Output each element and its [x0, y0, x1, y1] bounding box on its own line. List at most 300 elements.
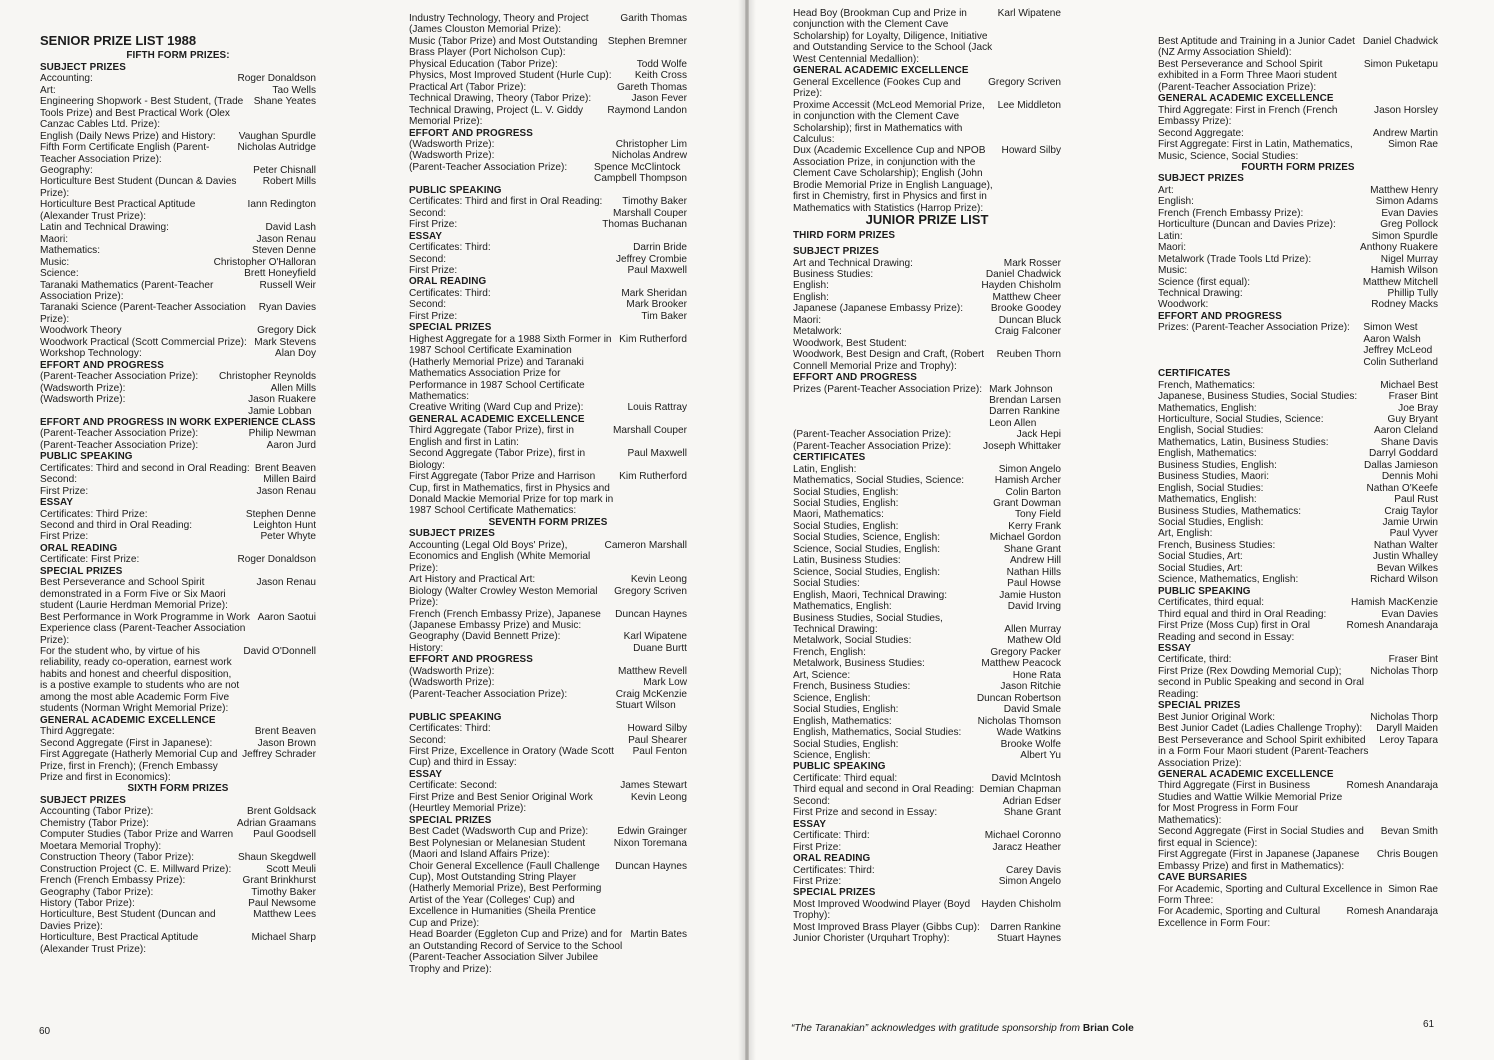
prize-label: English, Mathematics, Social Studies:	[793, 727, 962, 739]
prize-label: Art:	[40, 84, 56, 96]
prize-label: Workshop Technology:	[40, 348, 142, 360]
prize-entry	[793, 292, 1061, 303]
recipient-name: Shane Yeates	[253, 96, 316, 108]
prize-entry	[409, 780, 687, 791]
prize-entry	[793, 567, 1061, 578]
recipient-name: Hamish Archer	[994, 475, 1061, 487]
recipient-name: Michael Sharp	[251, 932, 316, 944]
prize-entry	[793, 716, 1061, 727]
recipient-name: Aaron Jurd	[266, 439, 316, 451]
prize-entry	[793, 681, 1061, 692]
prize-label: Most Improved Woodwind Player (Boyd Trophy):	[793, 898, 971, 922]
prize-entry	[1158, 425, 1438, 436]
recipient-name: Reuben Thorn	[996, 349, 1061, 361]
recipient-name: Allen Mills	[270, 382, 316, 394]
prize-entry	[40, 96, 316, 130]
recipient-name: Kevin Leong	[630, 574, 687, 586]
section-heading: SPECIAL PRIZES	[409, 814, 492, 826]
recipient-name: Shane Grant	[1003, 543, 1061, 555]
prize-label: English (Daily News Prize) and History:	[40, 130, 216, 142]
prize-label: (Parent-Teacher Association Prize):	[793, 429, 952, 441]
recipient-name: Darrin Bride	[633, 242, 687, 254]
recipient-name: David Lash	[265, 222, 316, 234]
prize-entry	[40, 428, 316, 439]
recipient-name: Daniel Chadwick	[1362, 36, 1438, 47]
prize-label: For Academic, Sporting and Cultural Excellence in Form Three:	[1158, 883, 1383, 906]
prize-label: (Wadsworth Prize):	[409, 150, 495, 162]
recipient-name: Grant Dowman	[993, 498, 1061, 510]
recipient-name: Ryan Davies	[258, 302, 316, 314]
recipient-name: Bevan Wilkes	[1376, 562, 1438, 574]
prize-label: Accounting:	[40, 73, 93, 85]
prize-label: English:	[793, 291, 829, 303]
recipient-name: Joe Bray	[1398, 402, 1438, 414]
prize-entry	[793, 933, 1061, 944]
prize-label: Art:	[1158, 184, 1174, 196]
prize-label: Second Aggregate (First in Social Studies and first equal in Science):	[1158, 826, 1364, 849]
prize-entry	[793, 475, 1061, 486]
recipient-name: Nicholas Thorp	[1370, 711, 1438, 723]
prize-label: Third Aggregate:	[40, 726, 115, 738]
recipient-name: Marshall Couper	[612, 425, 687, 437]
prize-label: Metalwork (Trade Tools Ltd Prize):	[1158, 253, 1312, 265]
prize-entry	[409, 219, 687, 230]
prize-label: Best Perseverance and School Spirit exhibited in a Form Four Maori student (Parent-Teachers Association Prize):	[1158, 734, 1369, 769]
section-heading: PUBLIC SPEAKING	[793, 761, 886, 773]
prize-label: Second:	[409, 207, 447, 219]
recipient-name: Nicholas Autridge	[237, 142, 316, 154]
prize-entry	[40, 829, 316, 852]
recipient-name: Christopher Lim	[615, 138, 687, 150]
prize-entry	[793, 807, 1061, 818]
prize-label: Social Studies, English:	[1158, 517, 1264, 529]
prize-entry	[409, 59, 687, 70]
prize-entry	[1158, 196, 1438, 207]
recipient-name: Raymond Landon	[607, 104, 687, 116]
prize-entry	[793, 487, 1061, 498]
prize-entry	[409, 735, 687, 746]
recipient-name: Nixon Toremana	[613, 837, 687, 849]
section-heading: EFFORT AND PROGRESS	[40, 359, 164, 371]
prize-entry	[793, 532, 1061, 543]
prize-label: Art, Science:	[793, 669, 851, 681]
prize-label: Maori:	[40, 233, 69, 245]
recipient-name: Daryll Maiden	[1376, 723, 1438, 735]
recipient-name: Matthew Lees	[253, 909, 316, 921]
prize-entry	[793, 750, 1061, 761]
recipient-name: Peter Whyte	[260, 531, 316, 543]
prize-entry	[409, 746, 687, 769]
recipient-name: Marshall Couper	[612, 207, 687, 219]
prize-label: English:	[1158, 196, 1194, 208]
recipient-name: Paul Newsome	[248, 897, 316, 909]
prize-entry	[409, 36, 687, 59]
prize-label: Geography (Tabor Prize):	[40, 886, 154, 898]
prize-label: Latin and Technical Drawing:	[40, 222, 169, 234]
prize-entry	[793, 784, 1061, 795]
prize-entry	[793, 899, 1061, 922]
recipient-name: Rodney Macks	[1371, 299, 1438, 311]
prize-entry	[40, 577, 316, 611]
recipient-name: Gregory Dick	[257, 325, 316, 337]
prize-label: Japanese (Japanese Embassy Prize):	[793, 303, 963, 315]
prize-entry	[1158, 551, 1438, 562]
section-heading: SPECIAL PRIZES	[409, 322, 492, 334]
recipient-name: Fraser Bint	[1388, 654, 1438, 666]
prize-label: French, Mathematics:	[1158, 379, 1256, 391]
recipient-name: Christopher Reynolds	[218, 371, 316, 383]
recipient-name: Scott Meuli	[266, 863, 316, 875]
recipient-name: Nigel Murray	[1380, 253, 1438, 265]
recipient-name: Nathan Hills	[1006, 566, 1061, 578]
prize-entry	[409, 609, 687, 632]
prize-entry	[409, 82, 687, 93]
prize-label: Technical Drawing:	[1158, 287, 1243, 299]
prize-label: English, Social Studies:	[1158, 425, 1264, 437]
prize-label: First Prize:	[409, 219, 458, 231]
prize-entry	[1158, 735, 1438, 769]
recipient-name: Simon Angelo	[998, 875, 1061, 887]
recipient-name: Timothy Baker	[622, 196, 687, 208]
prize-entry	[40, 268, 316, 279]
recipient-name: Peter Chisnall	[253, 164, 316, 176]
recipient-name: Paul Vyver	[1389, 528, 1438, 540]
prize-entry	[1158, 884, 1438, 907]
prize-entry	[409, 666, 687, 677]
prize-entry	[793, 727, 1061, 738]
recipient-name: Romesh Anandaraja	[1346, 620, 1438, 632]
prize-entry	[409, 402, 687, 413]
section-heading: SIXTH FORM PRIZES	[127, 783, 229, 795]
section-heading: ESSAY	[409, 230, 443, 242]
prize-entry	[793, 100, 1061, 146]
prize-entry	[1158, 517, 1438, 528]
prize-entry	[1158, 380, 1438, 391]
prize-label: (Parent-Teacher Association Prize):	[40, 371, 199, 383]
recipient-name: Dallas Jamieson	[1363, 459, 1438, 471]
prize-label: (Wadsworth Prize):	[409, 138, 495, 150]
recipient-name: Tony Field	[1014, 509, 1061, 521]
prize-entry	[1158, 906, 1438, 929]
prize-entry	[1158, 528, 1438, 539]
prize-label: (Parent-Teacher Association Prize):	[409, 688, 568, 700]
prize-entry	[40, 199, 316, 222]
list-title: SENIOR PRIZE LIST 1988	[40, 33, 197, 48]
prize-entry	[40, 176, 316, 199]
prize-label: French (French Embassy Prize):	[1158, 207, 1304, 219]
prize-label: Woodwork Theory	[40, 325, 122, 337]
recipient-name: Hamish Wilson	[1370, 265, 1438, 277]
recipient-name: Jason Brown	[257, 737, 316, 749]
prize-entry	[1158, 36, 1438, 59]
prize-entry	[793, 865, 1061, 876]
prize-label: Accounting (Legal Old Boys' Prize), Economics and English (White Memorial Prize):	[409, 539, 591, 574]
recipient-name: Brent Beaven	[254, 726, 316, 738]
prize-label: Science, English:	[793, 750, 871, 761]
prize-label: Most Improved Brass Player (Gibbs Cup):	[793, 921, 980, 933]
recipient-name: Christopher O'Halloran	[213, 256, 316, 268]
page-gutter	[738, 0, 756, 1060]
prize-entry	[793, 269, 1061, 280]
prize-label: Certificates: Third:	[409, 287, 491, 299]
prize-entry	[40, 337, 316, 348]
recipient-name: Simon Puketapu	[1363, 58, 1438, 70]
prize-label: Latin:	[1158, 230, 1183, 242]
prize-entry	[409, 838, 687, 861]
recipient-name: Paul Howse	[1007, 578, 1061, 590]
recipient-name: Jeffrey Schrader	[242, 749, 316, 761]
recipient-name: Karl Wipatene	[623, 631, 687, 643]
prize-label: (Wadsworth Prize):	[409, 677, 495, 689]
prize-label: French (French Embassy Prize):	[40, 875, 186, 887]
prize-label: Horticulture (Duncan and Davies Prize):	[1158, 219, 1336, 231]
recipient-name: Edwin Grainger	[617, 826, 687, 838]
recipient-name: Alan Doy	[275, 348, 316, 360]
recipient-name: Andrew Hill	[1009, 555, 1061, 567]
prize-label: Japanese, Business Studies, Social Studies:	[1158, 391, 1358, 403]
recipient-name: Shane Grant	[1003, 807, 1061, 819]
prize-entry	[1158, 391, 1438, 402]
prize-label: Second and third in Oral Reading:	[40, 520, 193, 532]
prize-label: English, Social Studies:	[1158, 482, 1264, 494]
prize-entry	[1158, 208, 1438, 219]
prize-label: Certificate, third:	[1158, 654, 1232, 666]
prize-label: Social Studies:	[793, 578, 860, 590]
prize-entry	[40, 165, 316, 176]
prize-label: Science (first equal):	[1158, 276, 1251, 288]
prize-entry	[40, 818, 316, 829]
section-heading: SPECIAL PRIZES	[793, 887, 876, 899]
prize-label: Woodwork Practical (Scott Commercial Prize):	[40, 336, 247, 348]
prize-label: Construction Theory (Tabor Prize):	[40, 852, 195, 864]
recipient-name: David Smale	[1003, 704, 1061, 716]
prize-entry	[793, 876, 1061, 887]
prize-label: Art and Technical Drawing:	[793, 257, 913, 269]
recipient-name: Michael Gordon	[989, 532, 1061, 544]
prize-label: Technical Drawing:	[793, 624, 878, 636]
prize-entry	[40, 245, 316, 256]
recipient-name: Paul Goodsell	[253, 829, 316, 841]
section-heading: SEVENTH FORM PRIZES	[488, 516, 608, 528]
recipient-name: Keith Cross	[634, 70, 687, 82]
recipient-name: Bevan Smith	[1380, 826, 1438, 838]
prize-label: History (Tabor Prize):	[40, 897, 135, 909]
prize-label: Creative Writing (Ward Cup and Prize):	[409, 402, 584, 414]
prize-label: Social Studies, English:	[793, 486, 899, 498]
prize-entry	[1158, 712, 1438, 723]
prize-entry	[40, 852, 316, 863]
recipient-name: Steven Denne	[252, 245, 316, 257]
section-heading: GENERAL ACADEMIC EXCELLENCE	[409, 413, 585, 425]
credit-magazine-name: “The Taranakian”	[791, 1023, 869, 1034]
prize-entry	[409, 70, 687, 81]
prize-entry	[793, 670, 1061, 681]
prize-label: Social Studies, Art:	[1158, 551, 1243, 563]
recipient-name: Matthew Cheer	[992, 291, 1061, 303]
prize-entry	[1158, 128, 1438, 139]
recipient-name: Evan Davies	[1381, 608, 1438, 620]
recipient-name: Richard Wilson	[1370, 574, 1438, 586]
section-heading: PUBLIC SPEAKING	[409, 184, 502, 196]
prize-entry	[793, 498, 1061, 509]
recipient-name: Evan Davies	[1381, 207, 1438, 219]
recipient-name: Jack Hepi	[1016, 429, 1061, 441]
prize-label: First Prize (Rex Dowding Memorial Cup); second in Public Speaking and second in Oral Reading:	[1158, 665, 1364, 700]
prize-label: Certificates: Third and second in Oral Reading:	[40, 462, 250, 474]
recipient-name: Stuart Haynes	[997, 933, 1061, 945]
list-title: JUNIOR PRIZE LIST	[865, 212, 989, 228]
recipient-name: Mark Stevens	[254, 336, 316, 348]
prize-entry	[40, 394, 316, 417]
prize-entry	[1158, 448, 1438, 459]
prize-label: Accounting (Tabor Prize):	[40, 806, 154, 818]
prize-label: Science, English:	[793, 692, 871, 704]
prize-entry	[40, 222, 316, 233]
page-number-right: 61	[1423, 1019, 1435, 1030]
section-heading: PUBLIC SPEAKING	[1158, 585, 1251, 597]
recipient-name: Daniel Chadwick	[985, 268, 1061, 280]
prize-entry	[1158, 265, 1438, 276]
prize-label: Social Studies, Art:	[1158, 562, 1243, 574]
recipient-name: Kevin Leong	[630, 791, 687, 803]
recipient-name: Albert Yu	[1020, 750, 1061, 761]
credit-sponsor: Brian Cole	[1082, 1023, 1134, 1034]
prize-entry	[409, 471, 687, 517]
prize-label: Best Junior Original Work:	[1158, 711, 1276, 723]
prize-label: Certificates: Third:	[793, 864, 875, 876]
recipient-name: Brent Goldsack	[246, 806, 316, 818]
prize-label: Certificate: First Prize:	[40, 554, 140, 566]
prize-entry	[40, 325, 316, 336]
prize-label: French (French Embassy Prize), Japanese (Japanese Embassy Prize) and Music:	[409, 608, 601, 632]
prize-entry	[40, 806, 316, 817]
prize-label: Mathematics, English:	[1158, 494, 1257, 506]
recipient-name: Howard Silby	[1001, 145, 1061, 157]
prize-entry	[793, 384, 1061, 430]
section-heading: SPECIAL PRIZES	[1158, 700, 1241, 712]
recipient-name: Nicholas Thorp	[1370, 665, 1438, 677]
prize-label: Certificate: Third equal:	[793, 772, 898, 784]
prize-entry	[793, 555, 1061, 566]
prize-entry	[1158, 540, 1438, 551]
section-heading: EFFORT AND PROGRESS	[793, 372, 917, 384]
prize-label: General Excellence (Fookes Cup and Prize):	[793, 76, 961, 100]
prize-entry	[793, 922, 1061, 933]
recipient-name: Gregory Scriven	[614, 585, 687, 597]
recipient-name: Shane Davis	[1380, 436, 1438, 448]
prize-entry	[793, 704, 1061, 715]
section-heading: EFFORT AND PROGRESS	[409, 127, 533, 139]
prize-label: (Parent-Teacher Association Prize):	[793, 440, 952, 452]
prize-entry	[1158, 826, 1438, 849]
recipient-name: Mark Rosser	[1003, 257, 1061, 269]
recipient-name: Grant Brinkhurst	[242, 875, 316, 887]
recipient-name: Shaun Skegdwell	[238, 852, 316, 864]
recipient-name: Aaron Cleland	[1374, 425, 1438, 437]
prize-label: Prizes: (Parent-Teacher Association Prize):	[1158, 322, 1350, 334]
prize-entry	[40, 348, 316, 359]
prize-label: Chemistry (Tabor Prize):	[40, 817, 149, 829]
prize-label: French, Business Studies:	[793, 681, 911, 693]
prize-label: Woodwork:	[1158, 299, 1209, 311]
section-heading: ESSAY	[1158, 643, 1192, 655]
prize-label: Music:	[1158, 265, 1188, 277]
recipient-name: Jason Renau	[256, 577, 316, 589]
prize-label: Horticulture, Best Practical Aptitude (Alexander Trust Prize):	[40, 932, 199, 955]
prize-entry	[1158, 563, 1438, 574]
prize-entry	[1158, 242, 1438, 253]
recipient-name: Paul Maxwell	[627, 264, 687, 276]
prize-label: Third Aggregate (Tabor Prize), first in English and first in Latin:	[409, 425, 574, 448]
prize-label: Social Studies, English:	[793, 704, 899, 716]
prize-label: Certificates: Third Prize:	[40, 508, 148, 520]
prize-entry	[409, 723, 687, 734]
prize-entry	[40, 486, 316, 497]
recipient-name: Jamie Urwin	[1382, 517, 1438, 529]
prize-entry	[1158, 185, 1438, 196]
column-4	[1158, 36, 1438, 929]
prize-entry	[409, 311, 687, 322]
prize-label: Art, English:	[1158, 528, 1213, 540]
prize-label: Practical Art (Tabor Prize):	[409, 81, 527, 93]
prize-label: Social Studies, English:	[793, 520, 899, 532]
prize-entry	[409, 929, 687, 975]
prize-label: Maori:	[793, 314, 822, 326]
prize-entry	[793, 521, 1061, 532]
recipient-name: Thomas Buchanan	[602, 219, 687, 231]
section-heading: SUBJECT PRIZES	[40, 61, 126, 73]
prize-label: Geography (David Bennett Prize):	[409, 631, 561, 643]
recipient-name: Garith Thomas	[620, 13, 687, 24]
recipient-name: Vaughan Spurdle	[238, 130, 316, 142]
recipient-name: Michael Best	[1380, 379, 1438, 391]
recipient-name: Jason Renau	[256, 233, 316, 245]
prize-entry	[793, 601, 1061, 612]
prize-label: Certificate: Third:	[793, 830, 870, 842]
recipient-name: Stephen Bremner	[607, 35, 687, 47]
recipient-name: Cameron Marshall	[604, 539, 687, 551]
prize-label: Mathematics, Latin, Business Studies:	[1158, 436, 1329, 448]
recipient-name: Jason Ruakere Jamie Lobban	[248, 394, 316, 417]
prize-entry	[409, 631, 687, 642]
prize-label: Second:	[409, 734, 447, 746]
prize-entry	[409, 540, 687, 574]
recipient-name: Lee Middleton	[997, 99, 1061, 111]
prize-label: Certificates, third equal:	[1158, 597, 1265, 609]
recipient-name: Joseph Whittaker	[983, 440, 1061, 452]
prize-entry	[40, 234, 316, 245]
recipient-name: Demian Chapman	[979, 784, 1061, 796]
prize-entry	[793, 349, 1061, 372]
column-2	[409, 13, 687, 975]
prize-label: French, English:	[793, 646, 866, 658]
prize-entry	[793, 590, 1061, 601]
prize-entry	[1158, 277, 1438, 288]
prize-label: Mathematics, English:	[793, 601, 892, 613]
recipient-name: Jaracz Heather	[992, 841, 1061, 853]
prize-entry	[409, 861, 687, 930]
section-heading: SUBJECT PRIZES	[793, 246, 879, 258]
recipient-name: Philip Newman	[248, 428, 316, 440]
prize-label: Third Aggregate (First in Business Studies and Wattie Wilkie Memorial Prize for Most Progress in Form Four Mathematics):	[1158, 780, 1343, 826]
prize-label: Music (Tabor Prize) and Most Outstanding Brass Player (Port Nicholson Cup):	[409, 35, 598, 59]
prize-label: Second Aggregate:	[1158, 127, 1244, 139]
recipient-name: Hamish MacKenzie	[1351, 597, 1438, 609]
prize-entry	[1158, 506, 1438, 517]
prize-entry	[40, 612, 316, 646]
prize-entry	[40, 257, 316, 268]
recipient-name: Adrian Graamans	[236, 817, 316, 829]
